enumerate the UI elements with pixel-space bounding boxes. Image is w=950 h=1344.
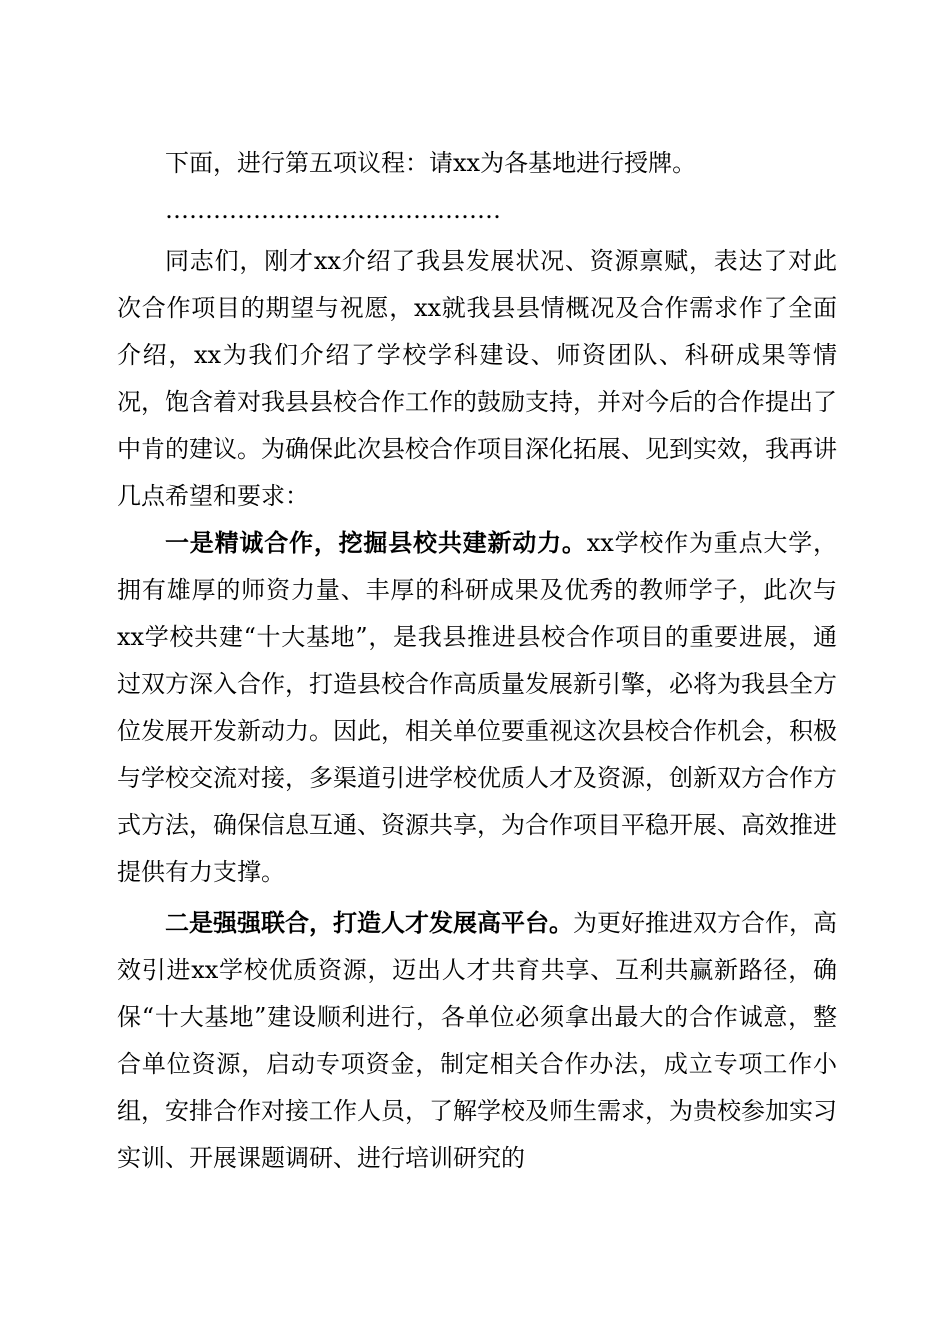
point-two-heading: 二是强强联合，打造人才发展高平台。 xyxy=(165,909,573,937)
point-two-body: 为更好推进双方合作，高效引进xx学校优质资源，迈出人才共育共享、互利共赢新路径，确保“十大基地”建设顺利进行，各单位必须拿出最大的合作诚意，整合单位资源，启动专项资金，制定相关合作办法，成立专项工作小组，安排合作对接工作人员，了解学校及师生需求，为贵校参加实习实训、开展课题调研、进行培训研究的 xyxy=(117,909,837,1172)
paragraph-agenda: 下面，进行第五项议程：请xx为各基地进行授牌。 xyxy=(165,149,697,177)
paragraph-point-one xyxy=(117,520,837,896)
paragraph-point-two xyxy=(117,900,837,1182)
document-body xyxy=(117,140,837,1182)
point-one-heading: 一是精诚合作，挖掘县校共建新动力。 xyxy=(165,529,587,557)
ellipsis-line: …………………………………… xyxy=(165,196,501,224)
paragraph-intro: 同志们，刚才xx介绍了我县发展状况、资源禀赋，表达了对此次合作项目的期望与祝愿，xx就我县县情概况及合作需求作了全面介绍，xx为我们介绍了学校学科建设、师资团队、科研成果等情况，饱含着对我县县校合作工作的鼓励支持，并对今后的合作提出了中肯的建议。为确保此次县校合作项目深化拓展、见到实效，我再讲几点希望和要求： xyxy=(117,247,837,510)
point-one-body: xx学校作为重点大学，拥有雄厚的师资力量、丰厚的科研成果及优秀的教师学子，此次与xx学校共建“十大基地”，是我县推进县校合作项目的重要进展，通过双方深入合作，打造县校合作高质量发展新引擎，必将为我县全方位发展开发新动力。因此，相关单位要重视这次县校合作机会，积极与学校交流对接，多渠道引进学校优质人才及资源，创新双方合作方式方法，确保信息互通、资源共享，为合作项目平稳开展、高效推进提供有力支撑。 xyxy=(117,529,837,886)
